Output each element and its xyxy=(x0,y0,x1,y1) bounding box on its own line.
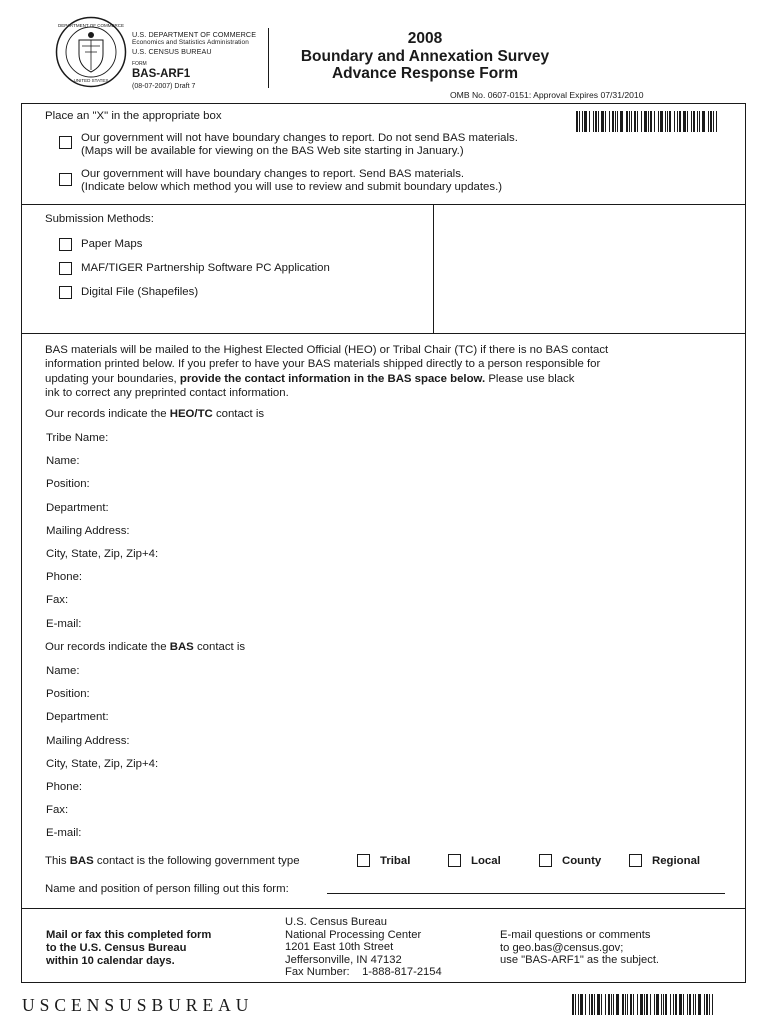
barcode-bar xyxy=(648,111,649,132)
intro-line: information printed below. If you prefer to have your BAS materials shipped directly to a person responsible for xyxy=(45,358,601,371)
barcode-bar xyxy=(585,994,586,1015)
contact-field-label: E-mail: xyxy=(46,827,82,840)
barcode-bar xyxy=(679,994,682,1015)
mailing-intro xyxy=(45,343,608,400)
barcode-bar xyxy=(704,994,705,1015)
barcode-bar xyxy=(641,111,642,132)
barcode-bar xyxy=(654,111,655,132)
label-text: contact is the following government type xyxy=(93,855,300,867)
barcode-bar xyxy=(712,994,713,1015)
contact-field-label: Position: xyxy=(46,688,90,701)
barcode-bar xyxy=(716,111,717,132)
contact-field-label: Mailing Address: xyxy=(46,524,130,537)
contact-field-label: Position: xyxy=(46,478,90,491)
barcode-bar xyxy=(578,994,579,1015)
barcode-bar xyxy=(695,994,696,1015)
option-no-changes xyxy=(81,132,518,158)
barcode-bar xyxy=(710,111,712,132)
option-note: (Maps will be available for viewing on the BAS Web site starting in January.) xyxy=(81,145,464,157)
bas-contact-heading xyxy=(45,641,245,654)
regional-checkbox[interactable] xyxy=(629,854,642,867)
barcode-bar xyxy=(661,994,662,1015)
omb-approval: OMB No. 0607-0151: Approval Expires 07/31/2010 xyxy=(450,90,644,100)
email-line: to geo.bas@census.gov; xyxy=(500,941,624,954)
intro-line: BAS materials will be mailed to the Highest Elected Official (HEO) or Tribal Chair (TC) if there is no BAS contact xyxy=(45,344,609,356)
barcode-bar xyxy=(658,111,659,132)
filler-name-input[interactable] xyxy=(327,893,725,894)
intro-line: ink to correct any preprinted contact information. xyxy=(45,386,289,399)
form-label: FORM xyxy=(132,61,147,67)
barcode-top xyxy=(576,111,718,132)
barcode-bar xyxy=(650,111,652,132)
barcode-bar xyxy=(612,111,614,132)
barcode-bar xyxy=(693,994,694,1015)
barcode-bar xyxy=(644,994,645,1015)
heading-bold: BAS xyxy=(169,641,194,653)
barcode-bar xyxy=(689,994,691,1015)
section-divider xyxy=(21,204,746,205)
barcode-bottom xyxy=(572,994,714,1015)
email-contact xyxy=(500,929,659,967)
tribal-checkbox[interactable] xyxy=(357,854,370,867)
title-year: 2008 xyxy=(407,30,443,47)
form-title xyxy=(285,30,565,83)
county-checkbox[interactable] xyxy=(539,854,552,867)
barcode-bar xyxy=(629,111,630,132)
barcode-bar xyxy=(634,111,636,132)
barcode-bar xyxy=(608,994,610,1015)
barcode-bar xyxy=(644,111,647,132)
barcode-bar xyxy=(709,994,710,1015)
svg-text:DEPARTMENT OF COMMERCE: DEPARTMENT OF COMMERCE xyxy=(57,23,125,28)
barcode-bar xyxy=(591,994,593,1015)
option-text: Our government will have boundary changes to report. Send BAS materials. xyxy=(81,168,465,180)
barcode-bar xyxy=(605,994,606,1015)
contact-field-label: Department: xyxy=(46,501,109,514)
form-frame xyxy=(21,103,746,983)
email-line: E-mail questions or comments xyxy=(500,929,651,941)
intro-text: updating your boundaries, xyxy=(45,372,180,385)
heading-text: contact is xyxy=(212,408,265,420)
contact-field-label: City, State, Zip, Zip+4: xyxy=(46,757,159,770)
barcode-bar xyxy=(679,111,681,132)
method-paper-maps: Paper Maps xyxy=(81,238,143,250)
maf-tiger-checkbox[interactable] xyxy=(59,262,72,275)
barcode-bar xyxy=(598,111,599,132)
barcode-bar xyxy=(698,994,701,1015)
barcode-bar xyxy=(691,111,692,132)
barcode-bar xyxy=(580,994,583,1015)
svg-text:UNITED STATES: UNITED STATES xyxy=(73,78,109,83)
heading-text: contact is xyxy=(193,641,246,653)
barcode-bar xyxy=(572,994,574,1015)
agency-block xyxy=(132,31,256,56)
barcode-bar xyxy=(576,111,578,132)
has-changes-checkbox[interactable] xyxy=(59,173,72,186)
barcode-bar xyxy=(665,111,666,132)
barcode-bar xyxy=(579,111,580,132)
title-line: Advance Response Form xyxy=(331,65,519,82)
barcode-bar xyxy=(687,111,688,132)
fax-number: Fax Number: 1-888-817-2154 xyxy=(285,966,442,979)
local-checkbox[interactable] xyxy=(448,854,461,867)
form-id: BAS-ARF1 xyxy=(132,68,191,80)
option-note: (Indicate below which method you will use to review and submit boundary updates.) xyxy=(81,181,503,193)
barcode-bar xyxy=(656,994,659,1015)
address-line: Jeffersonville, IN 47132 xyxy=(285,953,402,966)
submission-methods-heading: Submission Methods: xyxy=(45,213,154,225)
barcode-bar xyxy=(605,111,606,132)
barcode-bar xyxy=(713,111,714,132)
intro-line xyxy=(45,372,608,386)
instruction-text: Place an "X" in the appropriate box xyxy=(45,110,222,122)
barcode-bar xyxy=(706,994,708,1015)
instruction-line: within 10 calendar days. xyxy=(46,955,175,967)
barcode-bar xyxy=(617,111,618,132)
contact-field-label: E-mail: xyxy=(46,617,82,630)
contact-field-label: Department: xyxy=(46,711,109,724)
label-text: This xyxy=(45,855,70,867)
heo-contact-heading xyxy=(45,408,264,421)
govtype-regional: Regional xyxy=(652,855,701,867)
govtype-tribal: Tribal xyxy=(380,855,411,867)
barcode-bar xyxy=(609,111,610,132)
contact-field-label: Name: xyxy=(46,455,80,468)
intro-bold: provide the contact information in the BAS space below. xyxy=(179,372,486,385)
barcode-bar xyxy=(633,994,634,1015)
barcode-bar xyxy=(663,994,664,1015)
government-type-label xyxy=(45,855,300,868)
barcode-bar xyxy=(595,111,597,132)
heading-text: Our records indicate the xyxy=(45,408,170,420)
option-has-changes xyxy=(81,168,502,194)
address-line: National Processing Center xyxy=(285,928,422,941)
barcode-bar xyxy=(669,111,671,132)
census-bureau-wordmark: USCENSUSBUREAU xyxy=(22,995,254,1015)
barcode-bar xyxy=(589,994,590,1015)
barcode-bar xyxy=(616,994,619,1015)
mailing-address xyxy=(285,916,442,979)
barcode-bar xyxy=(575,994,576,1015)
agency-line: Economics and Statistics Administration xyxy=(132,39,249,47)
barcode-bar xyxy=(601,111,604,132)
form-date: (08-07-2007) Draft 7 xyxy=(132,83,196,90)
barcode-bar xyxy=(631,111,632,132)
contact-field-label: Name: xyxy=(46,665,80,677)
barcode-bar xyxy=(601,994,602,1015)
paper-maps-checkbox[interactable] xyxy=(59,238,72,251)
section-divider xyxy=(21,908,746,909)
contact-field-label: Tribe Name: xyxy=(46,432,109,444)
barcode-bar xyxy=(665,994,667,1015)
barcode-bar xyxy=(640,994,643,1015)
barcode-bar xyxy=(637,994,638,1015)
contact-field-label: Fax: xyxy=(46,804,69,817)
barcode-bar xyxy=(693,111,695,132)
barcode-bar xyxy=(611,994,612,1015)
mail-instructions xyxy=(46,929,211,968)
no-changes-checkbox[interactable] xyxy=(59,136,72,149)
header-separator xyxy=(268,28,269,88)
barcode-bar xyxy=(675,994,677,1015)
barcode-bar xyxy=(582,111,583,132)
barcode-bar xyxy=(597,994,600,1015)
barcode-bar xyxy=(594,994,595,1015)
barcode-bar xyxy=(593,111,594,132)
barcode-bar xyxy=(699,111,700,132)
govtype-county: County xyxy=(562,855,602,867)
heading-text: Our records indicate the xyxy=(45,641,170,653)
contact-field-label: City, State, Zip, Zip+4: xyxy=(46,548,159,560)
barcode-bar xyxy=(626,111,628,132)
email-line: use "BAS-ARF1" as the subject. xyxy=(500,954,660,967)
barcode-bar xyxy=(702,111,705,132)
contact-field-label: Phone: xyxy=(46,781,83,793)
address-line: 1201 East 10th Street xyxy=(285,941,394,954)
department-of-commerce-seal xyxy=(55,16,127,88)
barcode-bar xyxy=(673,994,674,1015)
govtype-local: Local xyxy=(471,855,501,867)
barcode-bar xyxy=(683,994,684,1015)
filler-name-label: Name and position of person filling out this form: xyxy=(45,883,289,895)
barcode-bar xyxy=(637,111,638,132)
agency-line: U.S. CENSUS BUREAU xyxy=(132,46,212,56)
contact-field-label: Phone: xyxy=(46,571,83,584)
section2-vertical-divider xyxy=(433,204,434,334)
barcode-bar xyxy=(620,111,623,132)
barcode-bar xyxy=(683,111,686,132)
method-maf-tiger: MAF/TIGER Partnership Software PC Application xyxy=(81,262,330,274)
barcode-bar xyxy=(670,994,671,1015)
instruction-line: Mail or fax this completed form xyxy=(46,929,212,941)
barcode-bar xyxy=(613,994,614,1015)
label-bold: BAS xyxy=(69,855,94,867)
agency-line: U.S. DEPARTMENT OF COMMERCE xyxy=(132,30,257,39)
barcode-bar xyxy=(627,994,628,1015)
heading-bold: HEO/TC xyxy=(169,408,213,420)
barcode-bar xyxy=(677,111,678,132)
address-line: U.S. Census Bureau xyxy=(285,916,387,928)
barcode-bar xyxy=(654,994,655,1015)
contact-field-label: Mailing Address: xyxy=(46,734,130,747)
barcode-bar xyxy=(667,111,668,132)
barcode-bar xyxy=(625,994,626,1015)
barcode-bar xyxy=(674,111,675,132)
barcode-bar xyxy=(630,994,632,1015)
barcode-bar xyxy=(646,994,648,1015)
instruction-line: to the U.S. Census Bureau xyxy=(46,942,187,954)
barcode-bar xyxy=(687,994,688,1015)
barcode-bar xyxy=(650,994,651,1015)
barcode-bar xyxy=(660,111,663,132)
section-divider xyxy=(21,333,746,334)
barcode-bar xyxy=(708,111,709,132)
barcode-bar xyxy=(622,994,624,1015)
option-text: Our government will not have boundary changes to report. Do not send BAS materials. xyxy=(81,132,518,144)
barcode-bar xyxy=(589,111,590,132)
intro-text: Please use black xyxy=(485,372,575,385)
barcode-bar xyxy=(615,111,616,132)
title-line: Boundary and Annexation Survey xyxy=(300,47,550,65)
barcode-bar xyxy=(697,111,698,132)
contact-field-label: Fax: xyxy=(46,594,69,607)
method-digital-file: Digital File (Shapefiles) xyxy=(81,286,199,298)
barcode-bar xyxy=(584,111,587,132)
digital-file-checkbox[interactable] xyxy=(59,286,72,299)
